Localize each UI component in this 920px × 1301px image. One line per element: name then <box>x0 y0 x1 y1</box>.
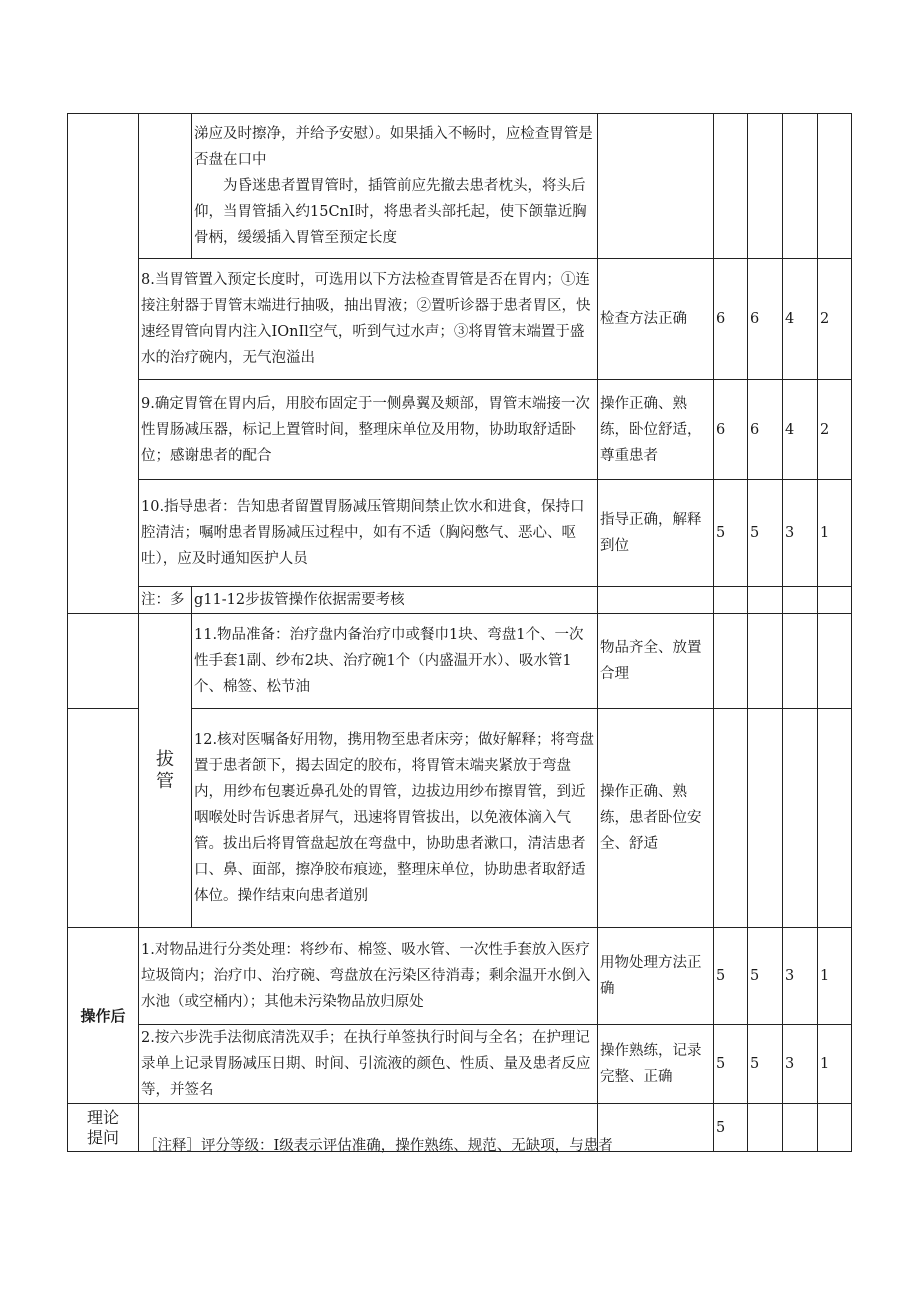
table-row <box>68 259 852 380</box>
score-cell <box>748 709 783 928</box>
score-cell: 4 <box>783 380 818 480</box>
table-row <box>68 614 852 709</box>
score-cell <box>783 614 818 709</box>
step-text-part-a: 涕应及时擦净，并给予安慰）。如果插入不畅时，应检查胃管是否盘在口中 <box>194 126 593 168</box>
table-row <box>68 928 852 1025</box>
score-cell <box>818 709 852 928</box>
stage-cell-blank <box>68 709 139 928</box>
score-cell: 2 <box>818 259 852 380</box>
score-cell: 5 <box>714 480 748 587</box>
note-label: 注：多 <box>139 587 192 614</box>
step-content: 10.指导患者：告知患者留置胃肠减压管期间禁止饮水和进食，保持口腔清洁；嘱咐患者胃肠减压过程中，如有不适（胸闷憋气、恶心、呕吐），应及时通知医护人员 <box>139 480 598 587</box>
table-row <box>68 480 852 587</box>
score-cell: 5 <box>748 1025 783 1104</box>
step-content <box>192 114 598 259</box>
step-content: 12.核对医嘱备好用物，携用物至患者床旁；做好解释；将弯盘置于患者颌下，揭去固定的胶布，将胃管末端夹紧放于弯盘内，用纱布包裹近鼻孔处的胃管，边拔边用纱布擦胃管，到近咽喉处时告诉患者屏气，迅速将胃管拔出，以免液体滴入气管。拔出后将胃管盘起放在弯盘中，协助患者漱口，清洁患者口、鼻、面部，擦净胶布痕迹，整理床单位，协助患者取舒适体位。操作结束向患者道别 <box>192 709 598 928</box>
score-cell <box>748 587 783 614</box>
score-cell: 5 <box>714 928 748 1025</box>
score-cell <box>818 587 852 614</box>
step-content: 8.当胃管置入预定长度时，可选用以下方法检查胃管是否在胃内；①连接注射器于胃管末端进行抽吸，抽出胃液；②置听诊器于患者胃区，快速经胃管向胃内注入IOnIl空气，听到气过水声；③将胃管末端置于盛水的治疗碗内，无气泡溢出 <box>139 259 598 380</box>
step-text-part-b: 为昏迷患者置胃管时，插管前应先撤去患者枕头，将头后仰，当胃管插入约15CnI时，将患者头部托起，使下颌靠近胸骨柄，缓缓插入胃管至预定长度 <box>194 178 587 246</box>
score-cell <box>714 587 748 614</box>
table-row <box>68 114 852 259</box>
step-content: 2.按六步洗手法彻底清洗双手；在执行单签执行时间与全名；在护理记录单上记录胃肠减压日期、时间、引流液的颜色、性质、量及患者反应等，并签名 <box>139 1025 598 1104</box>
score-cell: 5 <box>748 480 783 587</box>
eval-criteria: 操作正确、熟练，卧位舒适，尊重患者 <box>598 380 714 480</box>
score-cell <box>818 114 852 259</box>
score-cell: 1 <box>818 480 852 587</box>
eval-criteria: 检查方法正确 <box>598 259 714 380</box>
note-text: g11-12步拔管操作依据需要考核 <box>192 587 598 614</box>
score-cell <box>818 614 852 709</box>
table-row <box>68 587 852 614</box>
score-cell <box>783 709 818 928</box>
stage-label-extubation: 拔管 <box>156 748 174 792</box>
eval-criteria: 操作熟练，记录完整、正确 <box>598 1025 714 1104</box>
stage-cell-extubation <box>139 614 192 928</box>
score-cell <box>783 114 818 259</box>
table-row <box>68 380 852 480</box>
step-content: 9.确定胃管在胃内后，用胶布固定于一侧鼻翼及颊部，胃管末端接一次性胃肠减压器，标记上置管时间，整理床单位及用物，协助取舒适卧位；感谢患者的配合 <box>139 380 598 480</box>
eval-criteria <box>598 1104 714 1152</box>
score-cell <box>714 114 748 259</box>
score-cell <box>714 614 748 709</box>
score-cell: 3 <box>783 1025 818 1104</box>
score-cell: 4 <box>783 259 818 380</box>
stage-cell-continued <box>68 114 139 614</box>
eval-criteria: 操作正确、熟练，患者卧位安全、舒适 <box>598 709 714 928</box>
score-cell <box>783 587 818 614</box>
table-row <box>68 1025 852 1104</box>
step-content: 11.物品准备：治疗盘内备治疗巾或餐巾1块、弯盘1个、一次性手套1副、纱布2块、治疗碗1个（内盛温开水）、吸水管1个、棉签、松节油 <box>192 614 598 709</box>
score-cell <box>748 114 783 259</box>
score-cell <box>783 1104 818 1152</box>
eval-criteria: 物品齐全、放置合理 <box>598 614 714 709</box>
eval-criteria <box>598 587 714 614</box>
eval-criteria <box>598 114 714 259</box>
stage-label-theory-text: 理论提问 <box>86 1107 119 1147</box>
score-cell: 6 <box>714 380 748 480</box>
score-cell: 5 <box>714 1104 748 1152</box>
scoring-table <box>67 113 852 1152</box>
score-cell <box>748 1104 783 1152</box>
score-cell: 3 <box>783 928 818 1025</box>
score-cell: 2 <box>818 380 852 480</box>
stage-label-theory <box>68 1104 139 1152</box>
score-cell <box>818 1104 852 1152</box>
eval-criteria: 用物处理方法正确 <box>598 928 714 1025</box>
score-cell: 1 <box>818 928 852 1025</box>
stage-cell-blank <box>68 614 139 709</box>
footnote: ［注释］评分等级：I级表示评估准确，操作熟练、规范、无缺项，与患者 <box>143 1138 613 1154</box>
step-content: 1.对物品进行分类处理：将纱布、棉签、吸水管、一次性手套放入医疗垃圾筒内；治疗巾、治疗碗、弯盘放在污染区待消毒；剩余温开水倒入水池（或空桶内）；其他未污染物品放归原处 <box>139 928 598 1025</box>
stage-label-post-operation: 操作后 <box>68 928 139 1104</box>
score-cell: 6 <box>714 259 748 380</box>
sub-stage-cell <box>139 114 192 259</box>
score-cell: 3 <box>783 480 818 587</box>
score-cell <box>714 709 748 928</box>
score-cell: 1 <box>818 1025 852 1104</box>
score-cell: 5 <box>714 1025 748 1104</box>
eval-criteria: 指导正确，解释到位 <box>598 480 714 587</box>
score-cell: 6 <box>748 259 783 380</box>
score-cell: 6 <box>748 380 783 480</box>
score-cell: 5 <box>748 928 783 1025</box>
score-cell <box>748 614 783 709</box>
